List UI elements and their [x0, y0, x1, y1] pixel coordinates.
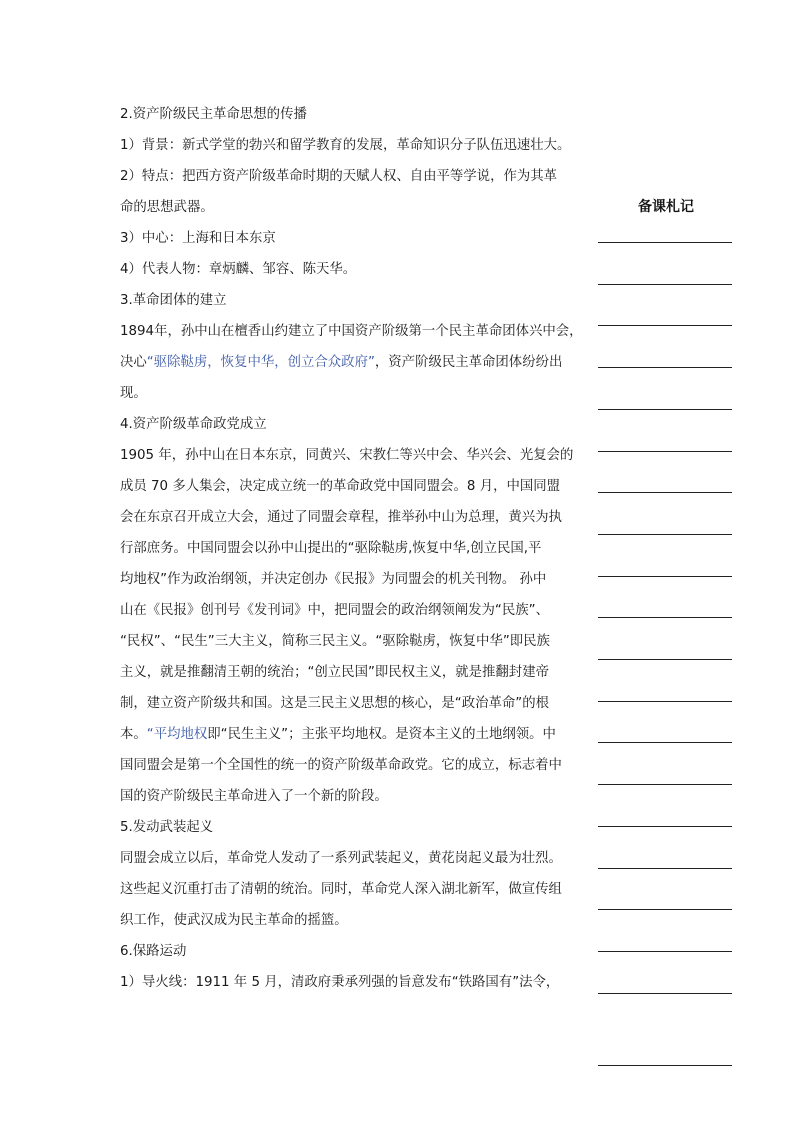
note-line [598, 784, 732, 785]
text-line [120, 409, 590, 440]
text-segment: 均地权”作为政治纲领，并决定创办《民报》为同盟会的机关刊物。 孙中 [120, 572, 547, 587]
text-segment: 4.资产阶级革命政党成立 [120, 417, 267, 432]
text-line [120, 905, 590, 936]
note-line [598, 325, 732, 326]
text-segment: 即“民生主义”；主张平均地权。是资本主义的土地纲领。中 [207, 727, 556, 742]
note-line [598, 951, 732, 952]
text-segment: 1）导火线：1911 年 5 月，清政府秉承列强的旨意发布“铁路国有”法令， [120, 975, 560, 990]
text-segment: 本。 [120, 727, 147, 742]
text-line [120, 626, 590, 657]
note-line [598, 284, 732, 285]
text-line [120, 967, 590, 998]
text-line [120, 99, 590, 130]
text-line [120, 285, 590, 316]
text-segment: 现。 [120, 386, 147, 401]
text-segment: 6.保路运动 [120, 944, 187, 959]
note-line [598, 826, 732, 827]
text-segment: ，资产阶级民主革命团体纷纷出 [374, 355, 563, 370]
notes-column [598, 0, 734, 1123]
text-line [120, 781, 590, 812]
text-line [120, 192, 590, 223]
note-line [598, 451, 732, 452]
text-line [120, 347, 590, 378]
text-line [120, 130, 590, 161]
text-line [120, 874, 590, 905]
text-line [120, 719, 590, 750]
text-segment: 会在东京召开成立大会，通过了同盟会章程，推举孙中山为总理，黄兴为执 [120, 510, 562, 525]
note-line [598, 701, 732, 702]
text-segment: 制，建立资产阶级共和国。这是三民主义思想的核心，是“政治革命”的根 [120, 696, 549, 711]
note-line [598, 576, 732, 577]
text-segment: 国同盟会是第一个全国性的统一的资产阶级革命政党。它的成立，标志着中 [120, 758, 562, 773]
text-segment: 这些起义沉重打击了清朝的统治。同时，革命党人深入湖北新军，做宣传组 [120, 882, 562, 897]
text-segment: “民权”、“民生”三大主义，简称三民主义。“驱除鞑虏，恢复中华”即民族 [120, 634, 550, 649]
note-line [598, 617, 732, 618]
text-segment: 1905 年，孙中山在日本东京，同黄兴、宋教仁等兴中会、华兴会、光复会的 [120, 448, 574, 463]
lesson-content [120, 99, 590, 998]
text-segment: 1894年，孙中山在檀香山约建立了中国资产阶级第一个民主革命团体兴中会， [120, 324, 583, 339]
text-segment: 1）背景：新式学堂的勃兴和留学教育的发展，革命知识分子队伍迅速壮大。 [120, 138, 571, 153]
text-line [120, 843, 590, 874]
note-line [598, 868, 732, 869]
text-line [120, 502, 590, 533]
text-line [120, 471, 590, 502]
note-line [598, 409, 732, 410]
notes-title: 备课札记 [638, 199, 694, 215]
note-line [598, 909, 732, 910]
text-segment: 织工作，使武汉成为民主革命的摇篮。 [120, 913, 348, 928]
text-line [120, 564, 590, 595]
note-line [598, 242, 732, 243]
text-segment: 4）代表人物：章炳麟、邹容、陈天华。 [120, 262, 357, 277]
text-segment: 山在《民报》创刊号《发刊词》中，把同盟会的政治纲领阐发为“民族”、 [120, 603, 549, 618]
highlighted-text: “平均地权 [146, 727, 208, 742]
note-line [598, 742, 732, 743]
text-segment: 行部庶务。中国同盟会以孙中山提出的“驱除鞑虏,恢复中华,创立民国,平 [120, 541, 542, 556]
text-line [120, 254, 590, 285]
note-line [598, 993, 732, 994]
note-line [598, 367, 732, 368]
text-segment: 5.发动武装起义 [120, 820, 214, 835]
text-line [120, 161, 590, 192]
text-segment: 2）特点：把西方资产阶级革命时期的天赋人权、自由平等学说，作为其革 [120, 169, 558, 184]
highlighted-text: “驱除鞑虏，恢复中华，创立合众政府” [146, 355, 375, 370]
text-line [120, 316, 590, 347]
text-segment: 同盟会成立以后，革命党人发动了一系列武装起义，黄花岗起义最为壮烈。 [120, 851, 562, 866]
note-line [598, 659, 732, 660]
text-line [120, 936, 590, 967]
text-line [120, 657, 590, 688]
text-line [120, 595, 590, 626]
text-segment: 命的思想武器。 [120, 200, 214, 215]
text-line [120, 812, 590, 843]
text-segment: 成员 70 多人集会，决定成立统一的革命政党中国同盟会。8 月，中国同盟 [120, 479, 561, 494]
text-line [120, 440, 590, 471]
note-line [598, 492, 732, 493]
text-segment: 国的资产阶级民主革命进入了一个新的阶段。 [120, 789, 388, 804]
text-line [120, 533, 590, 564]
text-segment: 主义，就是推翻清王朝的统治；“创立民国”即民权主义，就是推翻封建帝 [120, 665, 549, 680]
text-segment: 3）中心：上海和日本东京 [120, 231, 276, 246]
note-line [598, 534, 732, 535]
text-segment: 3.革命团体的建立 [120, 293, 227, 308]
text-segment: 决心 [120, 355, 147, 370]
text-line [120, 688, 590, 719]
text-line [120, 750, 590, 781]
text-line [120, 378, 590, 409]
text-segment: 2.资产阶级民主革命思想的传播 [120, 107, 307, 122]
note-line [598, 1065, 732, 1066]
text-line [120, 223, 590, 254]
